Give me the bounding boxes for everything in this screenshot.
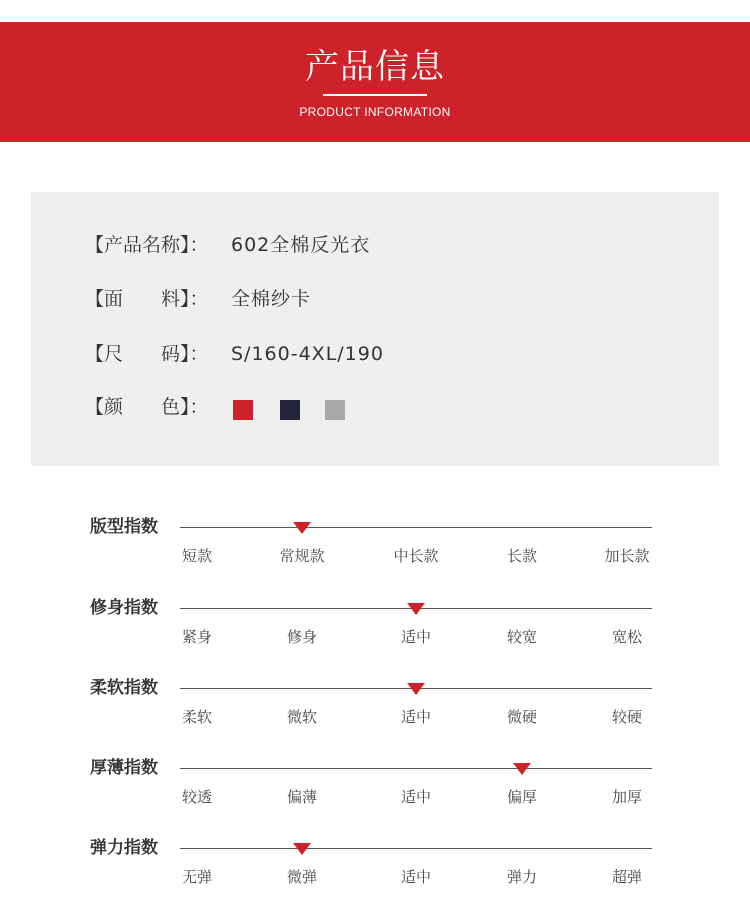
rating-option-label: 修身 [286,628,318,646]
rating-option-label: 柔软 [181,708,213,726]
header-banner [0,22,750,142]
rating-scale-line [180,768,652,769]
rating-option-label: 偏厚 [506,788,538,806]
rating-marker-icon [407,603,425,615]
rating-option-label: 适中 [400,868,432,886]
rating-option-label: 常规款 [279,547,325,565]
rating-marker-icon [407,683,425,695]
title-underline [323,94,427,96]
rating-title: 柔软指数 [90,678,158,698]
rating-title: 厚薄指数 [90,758,158,778]
info-row-color [85,394,385,420]
rating-option-label: 中长款 [393,547,439,565]
rating-option-label: 较宽 [506,628,538,646]
rating-title: 版型指数 [90,517,158,537]
rating-option-label: 短款 [181,547,213,565]
info-row-material [85,286,312,312]
rating-option-label: 较透 [181,788,213,806]
rating-scale-line [180,527,652,528]
color-swatch-gray [325,400,345,420]
rating-row [0,598,750,668]
rating-marker-icon [513,763,531,775]
info-row-size [85,341,384,367]
rating-scale-line [180,848,652,849]
rating-title: 修身指数 [90,598,158,618]
rating-option-label: 微硬 [506,708,538,726]
page-title: 产品信息 [305,47,445,87]
product-name-label: 【产品名称】： [85,234,209,256]
rating-row [0,517,750,587]
rating-option-label: 无弹 [181,868,213,886]
rating-option-label: 适中 [400,708,432,726]
rating-option-label: 宽松 [611,628,643,646]
product-name-value: 602全棉反光衣 [231,234,371,256]
size-value: S/160-4XL/190 [231,343,384,365]
color-swatch-red [233,400,253,420]
rating-title: 弹力指数 [90,838,158,858]
page-subtitle: PRODUCT INFORMATION [299,105,451,119]
rating-row [0,838,750,908]
rating-marker-icon [293,522,311,534]
material-value: 全棉纱卡 [231,288,312,310]
rating-row [0,758,750,828]
rating-option-label: 适中 [400,628,432,646]
rating-option-label: 适中 [400,788,432,806]
color-label: 【颜 色】： [85,396,209,418]
rating-option-label: 偏薄 [286,788,318,806]
rating-option-label: 超弹 [611,868,643,886]
rating-option-label: 加长款 [604,547,650,565]
color-swatch-navy [280,400,300,420]
rating-option-label: 较硬 [611,708,643,726]
rating-option-label: 紧身 [181,628,213,646]
product-info-panel [31,192,719,466]
material-label: 【面 料】： [85,288,209,310]
rating-option-label: 微弹 [286,868,318,886]
rating-option-label: 弹力 [506,868,538,886]
size-label: 【尺 码】： [85,343,209,365]
rating-row [0,678,750,748]
info-row-name [85,232,371,258]
rating-option-label: 加厚 [611,788,643,806]
rating-option-label: 长款 [506,547,538,565]
rating-option-label: 微软 [286,708,318,726]
rating-marker-icon [293,843,311,855]
